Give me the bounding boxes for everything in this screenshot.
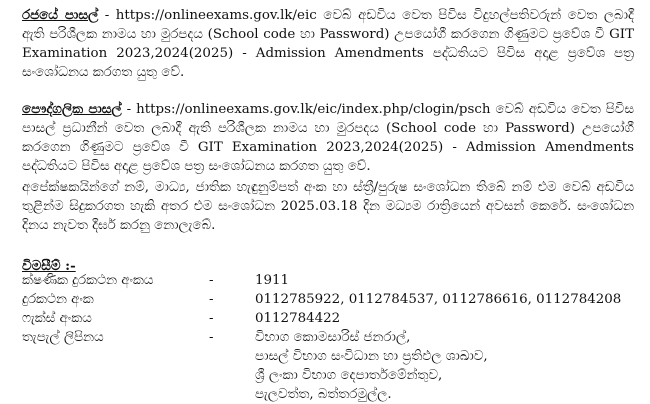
- government-schools-text: - https://onlineexams.gov.lk/eic වෙබ් අඩවිය වෙත පිවිස විදුහල්පතිවරුන් වෙත ලබාදී ඇති පරිශීලක නාමය හා මුරපදය (School code හා Password) උපයෝගී කරගෙන ගිණුමට ප්‍රවේශ වී GIT Examination 2023,2024(2025) - Admission Amendments පද්ධතියට පිවිස අදාළ ප්‍රවේශ පත්‍ර සංශෝධනය කරගත යුතු වේ.: [22, 8, 634, 80]
- private-schools-heading: පෞද්ගලික පාසල්: [22, 101, 122, 117]
- hotline-label: ක්ෂණික දුරකථන අංකය: [22, 273, 154, 288]
- telephone-value: 0112785922, 0112784537, 0112786616, 0112784208: [255, 292, 622, 307]
- government-schools-heading: රජයේ පාසල්: [22, 7, 99, 23]
- telephone-separator: -: [209, 292, 214, 307]
- inquiries-heading: විමසීම් :-: [22, 258, 76, 274]
- hotline-row: [22, 271, 642, 290]
- postal-address-separator: -: [209, 330, 214, 345]
- fax-row: [22, 309, 642, 328]
- government-schools-paragraph: [22, 6, 634, 82]
- amendments-paragraph: [22, 178, 634, 235]
- postal-address-label: තැපැල් ලිපිනය: [22, 330, 104, 345]
- postal-address-continuation: [255, 347, 488, 404]
- fax-separator: -: [209, 311, 214, 326]
- hotline-separator: -: [209, 273, 214, 288]
- amendments-text: අපේක්ෂකයින්ගේ නම්, මාධ්‍ය, ජාතික හැඳුනුම්පත් අංක හා ස්ත්‍රී/පුරුෂ සංශෝධන තිබේ නම් එම වෙබ් අඩවිය තුළින්ම සිදුකරගත හැකි අතර එම සංශෝධන 2025.03.18 දින මධ්‍යම රාත්‍රියෙන් අවසන් කෙරේ. සංශෝධන දිනය නැවත දීර්ඝ කරනු නොලැබේ.: [22, 180, 634, 233]
- postal-address-line-3: ශ්‍රී ලංකා විභාග දෙපාර්තමේන්තුව,: [255, 368, 443, 383]
- private-schools-paragraph: [22, 100, 634, 176]
- private-schools-text: - https://onlineexams.gov.lk/eic/index.php/clogin/psch වෙබ් අඩවිය වෙත පිවිස පාසල් ප්‍රධානීන් වෙත ලබාදී ඇති පරිශීලක නාමය හා මුරපදය (School code හා Password) උපයෝගී කරගෙන ගිණුමට ප්‍රවේශ වී GIT Examination 2023,2024(2025) - Admission Amendments පද්ධතියට පිවිස අදාළ ප්‍රවේශ පත්‍ර සංශෝධනය කරගත යුතු වේ.: [22, 102, 634, 174]
- postal-address-line-2: පාසල් විභාග සංවිධාන හා ප්‍රතිඵල ශාඛාව,: [255, 349, 488, 364]
- fax-value: 0112784422: [255, 311, 341, 326]
- postal-address-line-1: විභාග කොමසාරිස් ජනරාල්,: [255, 330, 411, 345]
- postal-address-row: [22, 328, 642, 347]
- postal-address-line-4: පැලවත්ත, බත්තරමුල්ල.: [255, 387, 392, 402]
- telephone-row: [22, 290, 642, 309]
- fax-label: ෆැක්ස් අංකය: [22, 311, 92, 326]
- hotline-value: 1911: [255, 273, 290, 288]
- telephone-label: දුරකථන අංක: [22, 292, 94, 307]
